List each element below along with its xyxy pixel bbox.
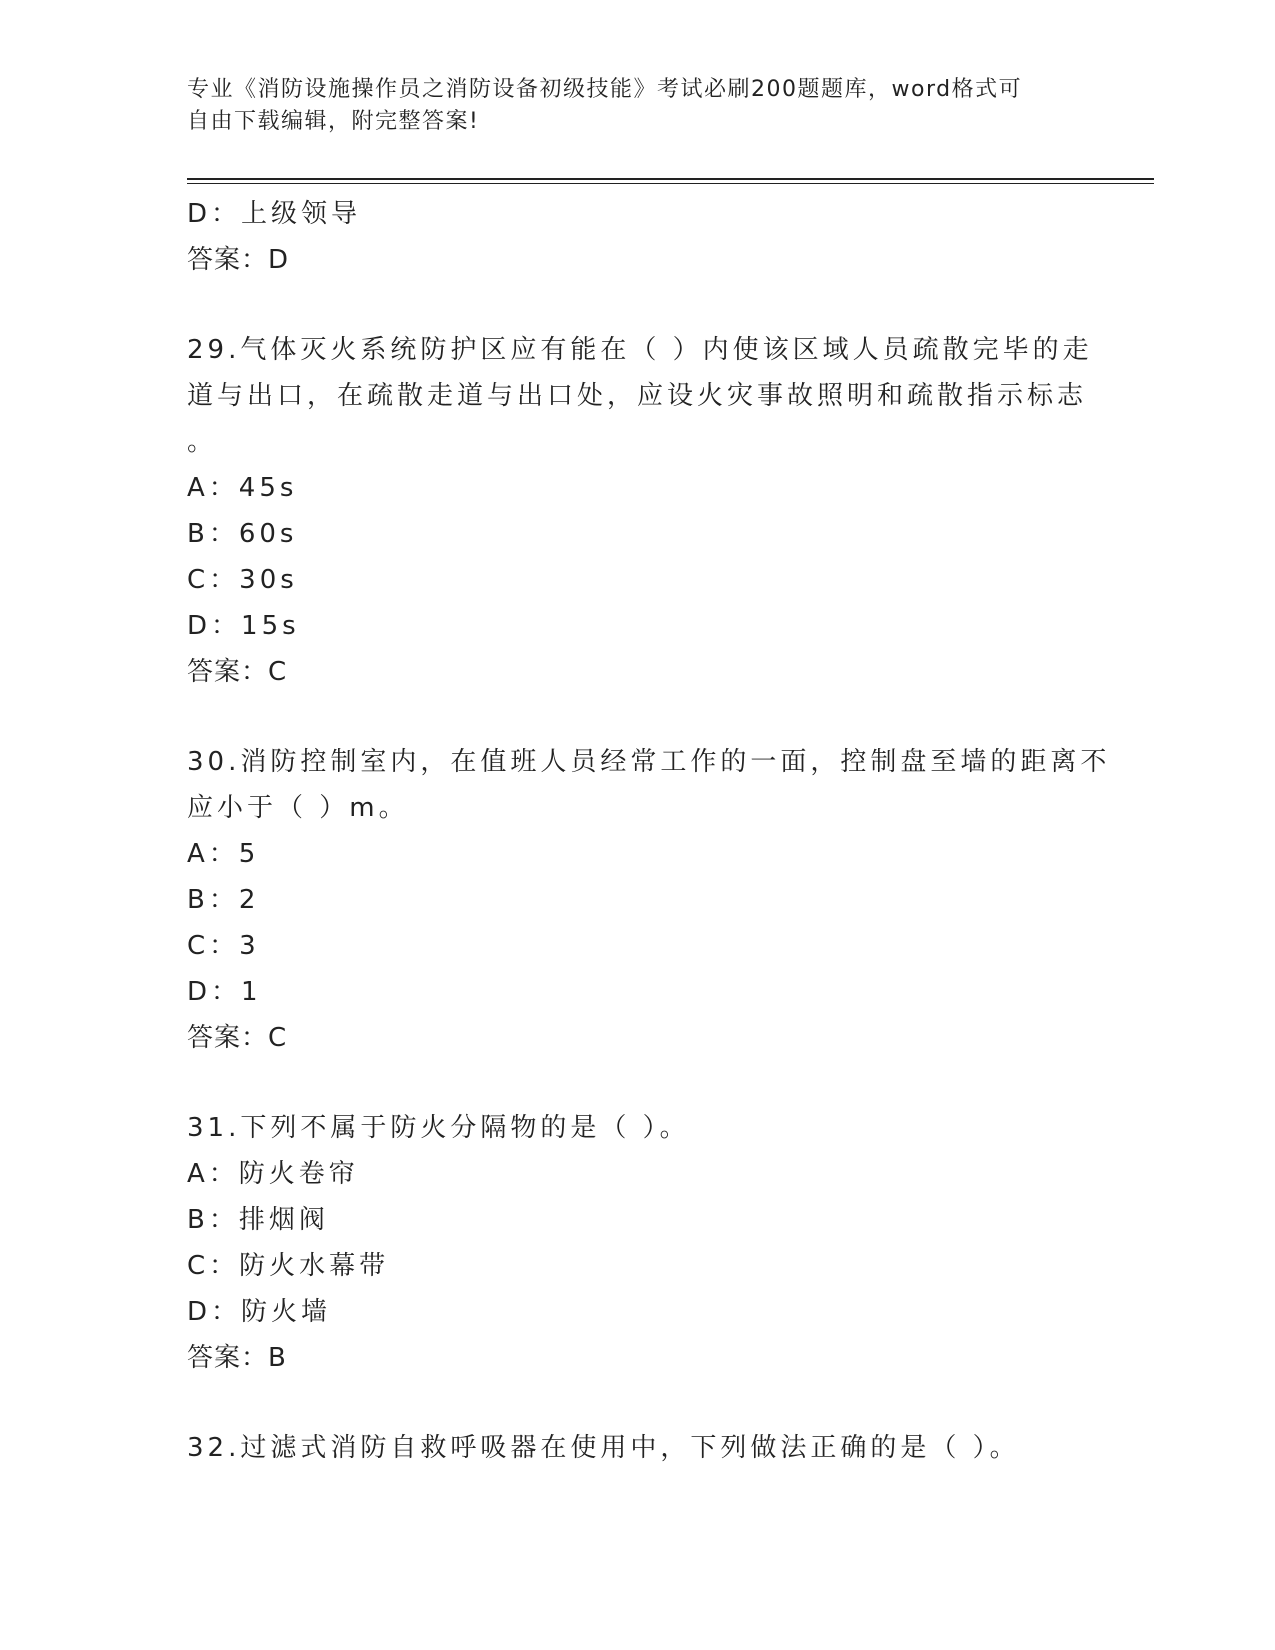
question-29-text-line-3: 。 <box>187 427 218 457</box>
question-31-answer: 答案：B <box>187 1343 287 1373</box>
question-29-option-d: D：15s <box>187 611 300 641</box>
question-29 <box>187 327 1093 695</box>
question-30-option-a: A：5 <box>187 839 260 869</box>
question-content <box>187 191 1111 1471</box>
question-30-option-d: D：1 <box>187 977 262 1007</box>
header-line-1: 专业《消防设施操作员之消防设备初级技能》考试必刷200题题库，word格式可 <box>187 77 1023 102</box>
question-29-answer: 答案：C <box>187 657 288 687</box>
header-line-2: 自由下载编辑，附完整答案! <box>187 109 480 134</box>
question-32 <box>187 1425 1087 1471</box>
question-30 <box>187 739 1111 1061</box>
question-31-option-a: A：防火卷帘 <box>187 1159 359 1189</box>
document-header <box>187 74 1087 138</box>
question-30-option-b: B：2 <box>187 885 260 915</box>
question-30-text-line-1: 30.消防控制室内，在值班人员经常工作的一面，控制盘至墙的距离不 <box>187 747 1111 777</box>
prev-option-d: D：上级领导 <box>187 199 362 229</box>
question-29-text-line-1: 29.气体灭火系统防护区应有能在（ ）内使该区域人员疏散完毕的走 <box>187 335 1093 365</box>
prev-answer: 答案：D <box>187 245 290 275</box>
question-31-option-c: C：防火水幕带 <box>187 1251 390 1281</box>
question-29-option-b: B：60s <box>187 519 298 549</box>
header-divider-thin <box>187 183 1154 184</box>
question-32-text-line-1: 32.过滤式消防自救呼吸器在使用中，下列做法正确的是（ ）。 <box>187 1433 1020 1463</box>
question-30-option-c: C：3 <box>187 931 260 961</box>
question-31-option-b: B：排烟阀 <box>187 1205 329 1235</box>
question-29-option-a: A：45s <box>187 473 298 503</box>
question-31-option-d: D：防火墙 <box>187 1297 332 1327</box>
question-31 <box>187 1105 1087 1381</box>
header-divider-thick <box>187 178 1154 180</box>
question-29-text-line-2: 道与出口，在疏散走道与出口处，应设火灾事故照明和疏散指示标志 <box>187 381 1088 411</box>
question-31-text-line-1: 31.下列不属于防火分隔物的是（ ）。 <box>187 1113 690 1143</box>
question-29-option-c: C：30s <box>187 565 298 595</box>
question-30-answer: 答案：C <box>187 1023 288 1053</box>
question-30-text-line-2: 应小于（ ）m。 <box>187 793 409 823</box>
